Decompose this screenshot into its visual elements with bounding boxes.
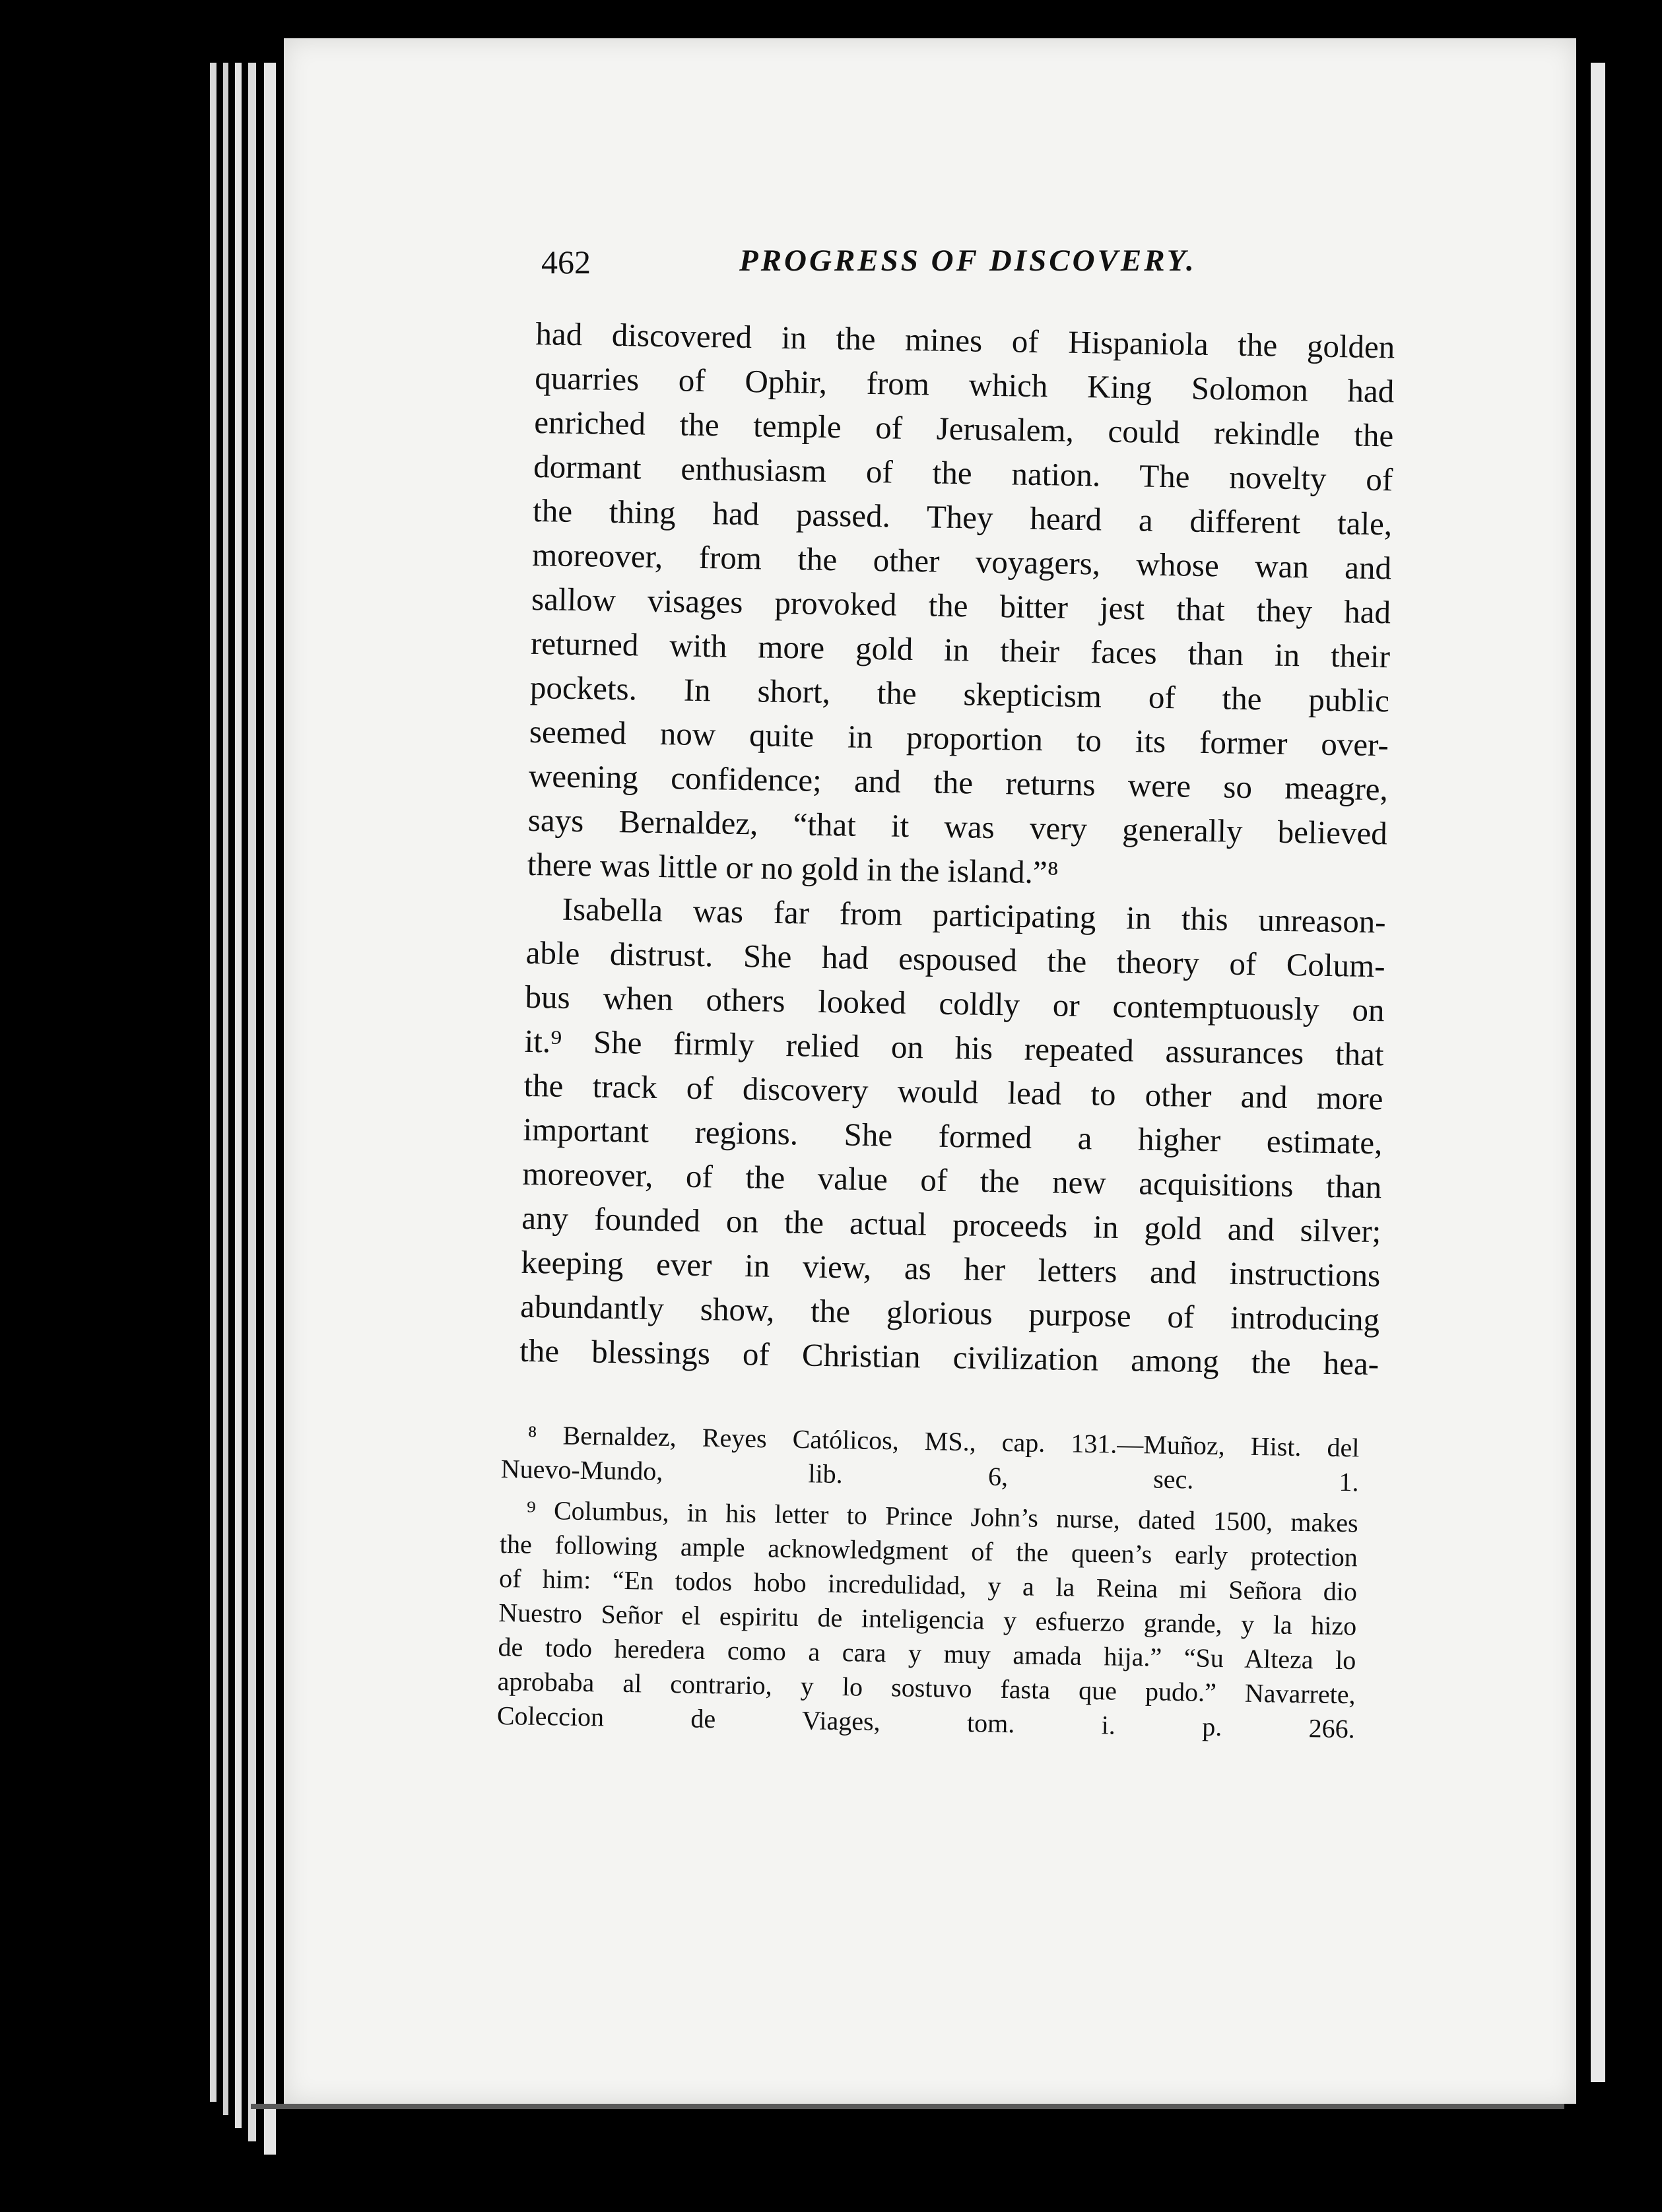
- page-stack-edge: [264, 63, 276, 2155]
- body-line: the thing had passed. They heard a different tale,: [532, 492, 1393, 542]
- body-text: [519, 311, 1395, 1386]
- body-line: had discovered in the mines of Hispaniola the golden: [535, 315, 1395, 366]
- footnote-8-line: ⁸ Bernaldez, Reyes Católicos, MS., cap. 131.—Muñoz, Hist. del: [527, 1419, 1360, 1463]
- body-line: enriched the temple of Jerusalem, could rekindle the: [533, 403, 1394, 454]
- running-title: PROGRESS OF DISCOVERY.: [739, 244, 1197, 278]
- body-line: says Bernaldez, “that it was very generally believed: [527, 801, 1388, 852]
- footnote-9-line: of him: “En todos hobo incredulidad, y a la Reina mi Señora dio: [498, 1563, 1358, 1607]
- page-stack-edge: [235, 63, 242, 2128]
- page-stack-edge: [248, 63, 256, 2141]
- body-line: pockets. In short, the skepticism of the public: [529, 668, 1390, 719]
- body-line: able distrust. She had espoused the theory of Colum-: [525, 934, 1386, 985]
- page-stack-edge: [223, 63, 228, 2115]
- body-line: it.⁹ She firmly relied on his repeated assurances that: [524, 1022, 1384, 1073]
- body-line: abundantly show, the glorious purpose of introducing: [519, 1287, 1380, 1338]
- footnote-9-line: the following ample acknowledgment of the queen’s early protection: [499, 1528, 1358, 1573]
- body-line: any founded on the actual proceeds in gold and silver;: [521, 1199, 1381, 1250]
- body-line: returned with more gold in their faces than in their: [530, 624, 1391, 675]
- page-stack-edge: [210, 63, 216, 2102]
- running-header: [541, 243, 1399, 289]
- body-line: sallow visages provoked the bitter jest that they had: [531, 580, 1391, 631]
- footnote-8-line: Nuevo-Mundo, lib. 6, sec. 1.: [500, 1453, 1359, 1497]
- body-line: the track of discovery would lead to other and more: [523, 1066, 1383, 1117]
- body-line: weening confidence; and the returns were so meagre,: [528, 757, 1389, 808]
- body-line: the blessings of Christian civilization among the hea-: [519, 1332, 1379, 1382]
- footnote-9-line: Nuestro Señor el espiritu de inteligencia y esfuerzo grande, y la hizo: [498, 1597, 1357, 1641]
- page-bottom-edge: [251, 2104, 1564, 2109]
- page-number: 462: [541, 244, 591, 280]
- body-line: keeping ever in view, as her letters and instructions: [520, 1243, 1381, 1294]
- body-line: moreover, from the other voyagers, whose wan and: [531, 536, 1392, 587]
- body-line: important regions. She formed a higher estimate,: [523, 1111, 1383, 1161]
- body-line: quarries of Ophir, from which King Solomon had: [534, 359, 1395, 410]
- footnotes: [496, 1417, 1359, 1746]
- footnote-9-line: Coleccion de Viages, tom. i. p. 266.: [496, 1700, 1356, 1744]
- body-line: seemed now quite in proportion to its former over-: [529, 713, 1389, 764]
- footnote-9-line: aprobaba al contrario, y lo sostuvo fasta que pudo.” Navarrete,: [497, 1666, 1356, 1710]
- body-line: moreover, of the value of the new acquisitions than: [522, 1155, 1382, 1206]
- body-line: dormant enthusiasm of the nation. The novelty of: [533, 447, 1393, 498]
- body-line: there was little or no gold in the island.”⁸: [527, 845, 1059, 891]
- body-line: bus when others looked coldly or contemptuously on: [525, 978, 1385, 1029]
- footnote-9-line: de todo heredera como a cara y muy amada hija.” “Su Alteza lo: [498, 1631, 1356, 1675]
- facing-page-edge: [1591, 63, 1605, 2082]
- footnote-9-line: ⁹ Columbus, in his letter to Prince John’s nurse, dated 1500, makes: [526, 1495, 1359, 1538]
- body-line: Isabella was far from participating in this unreason-: [562, 890, 1387, 940]
